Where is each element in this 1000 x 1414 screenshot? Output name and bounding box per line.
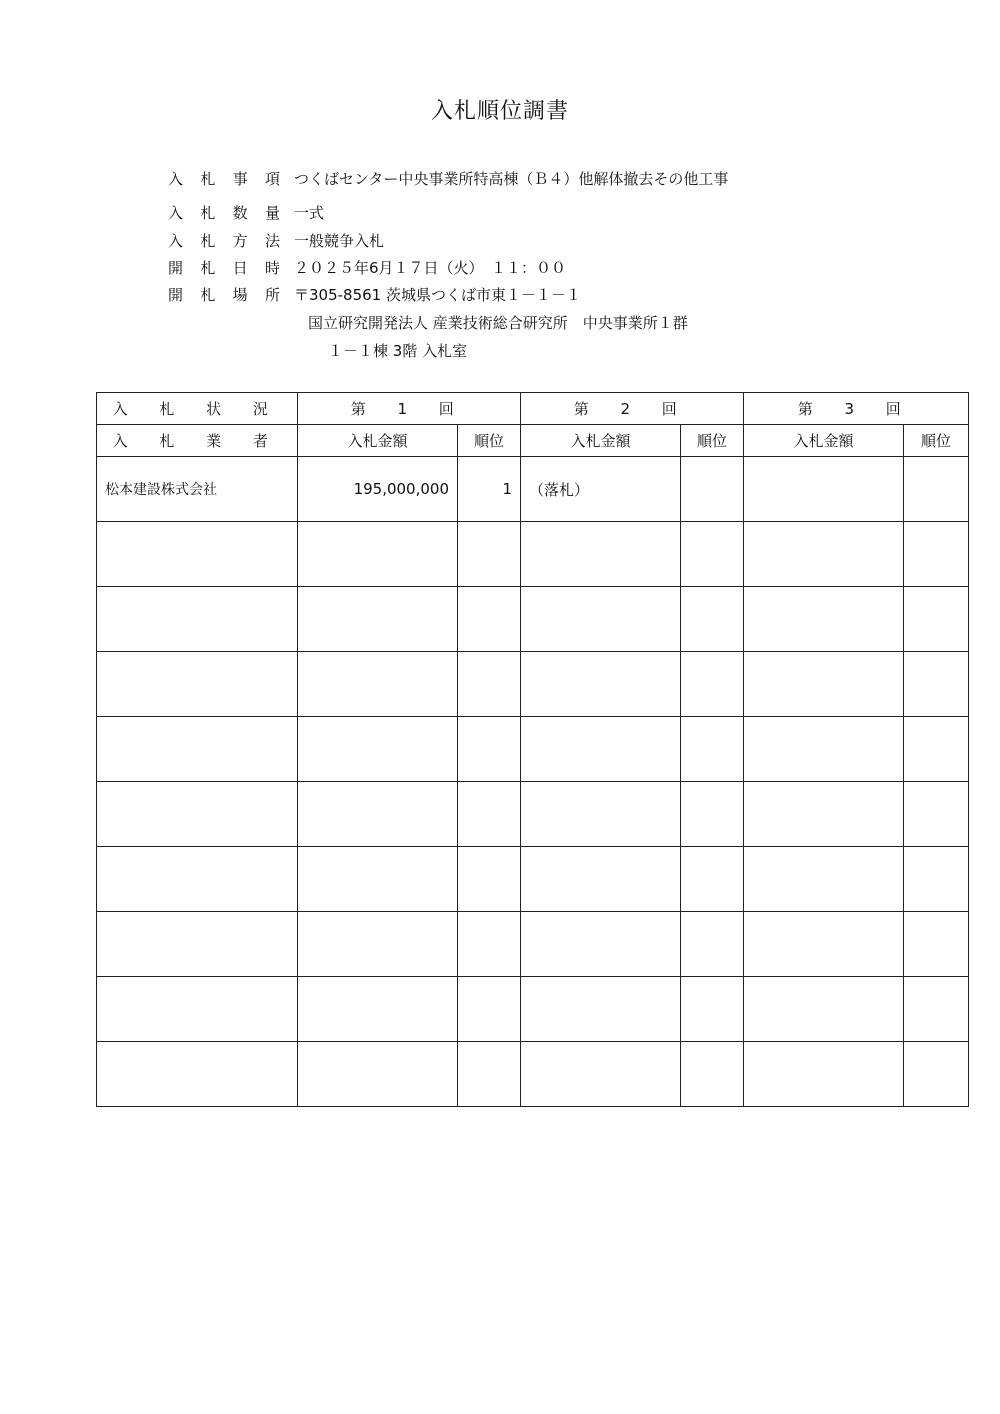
document-title: 入札順位調書 — [430, 99, 569, 124]
round-3-rank-cell — [904, 912, 969, 977]
label-char: 札 — [200, 286, 216, 304]
round-3-rank-cell — [904, 717, 969, 782]
round-1-rank-cell — [458, 717, 521, 782]
round-1-amount-cell: 195,000,000 — [298, 457, 458, 522]
label-char: 入 — [168, 204, 184, 222]
label-char: 事 — [232, 170, 248, 188]
round-3-amount-header: 入札金額 — [744, 425, 904, 457]
table-row — [97, 912, 969, 977]
round-2-rank-cell — [681, 457, 744, 522]
info-row-item — [168, 168, 728, 189]
bidder-cell — [97, 782, 298, 847]
round-2-amount-cell — [521, 977, 681, 1042]
bidder-cell — [97, 587, 298, 652]
round-3-header: 第 3 回 — [744, 393, 969, 425]
round-3-rank-cell — [904, 977, 969, 1042]
round-1-rank-cell — [458, 847, 521, 912]
round-3-amount-cell — [744, 912, 904, 977]
round-1-amount-cell — [298, 587, 458, 652]
info-value-datetime: ２０２５年6月１７日（火） １１：００ — [294, 259, 567, 277]
round-1-rank-cell — [458, 522, 521, 587]
round-2-amount-cell — [521, 717, 681, 782]
info-row-datetime — [168, 257, 566, 278]
bid-status-header: 入 札 状 況 — [97, 393, 298, 425]
info-value-method: 一般競争入札 — [294, 232, 385, 250]
round-1-amount-cell — [298, 1042, 458, 1107]
bidder-cell — [97, 847, 298, 912]
bidder-header: 入 札 業 者 — [97, 425, 298, 457]
round-2-rank-cell — [681, 1042, 744, 1107]
bid-ranking-table — [96, 392, 969, 1107]
round-3-amount-cell — [744, 717, 904, 782]
table-row — [97, 652, 969, 717]
label-char: 所 — [264, 286, 280, 304]
info-label-item — [168, 168, 294, 189]
bidder-cell — [97, 522, 298, 587]
round-2-amount-cell: （落札） — [521, 457, 681, 522]
round-1-rank-cell — [458, 977, 521, 1042]
bidder-cell — [97, 1042, 298, 1107]
round-1-rank-cell — [458, 652, 521, 717]
table-header-row-rounds — [97, 393, 969, 425]
round-2-rank-cell — [681, 977, 744, 1042]
round-2-amount-header: 入札金額 — [521, 425, 681, 457]
round-2-rank-cell — [681, 912, 744, 977]
info-row-method — [168, 230, 384, 251]
table-row — [97, 717, 969, 782]
label-char: 量 — [264, 204, 280, 222]
round-3-rank-cell — [904, 847, 969, 912]
round-2-amount-cell — [521, 522, 681, 587]
round-1-rank-header: 順位 — [458, 425, 521, 457]
label-char: 日 — [232, 259, 248, 277]
bidder-cell: 松本建設株式会社 — [97, 457, 298, 522]
bidder-cell — [97, 652, 298, 717]
table-row — [97, 977, 969, 1042]
label-char: 開 — [168, 259, 184, 277]
round-1-header: 第 1 回 — [298, 393, 521, 425]
info-label-method — [168, 230, 294, 251]
round-3-rank-cell — [904, 587, 969, 652]
label-char: 項 — [264, 170, 280, 188]
table-row — [97, 1042, 969, 1107]
round-3-amount-cell — [744, 977, 904, 1042]
round-3-amount-cell — [744, 1042, 904, 1107]
round-3-rank-cell — [904, 1042, 969, 1107]
round-3-rank-cell — [904, 457, 969, 522]
round-2-amount-cell — [521, 782, 681, 847]
label-char: 方 — [232, 232, 248, 250]
round-1-amount-cell — [298, 977, 458, 1042]
label-char: 札 — [200, 170, 216, 188]
round-1-amount-cell — [298, 652, 458, 717]
table-row — [97, 522, 969, 587]
bidder-cell — [97, 717, 298, 782]
round-2-rank-cell — [681, 782, 744, 847]
label-char: 入 — [168, 232, 184, 250]
round-3-amount-cell — [744, 457, 904, 522]
round-1-rank-cell — [458, 912, 521, 977]
round-2-amount-cell — [521, 652, 681, 717]
round-3-amount-cell — [744, 522, 904, 587]
bid-rows — [97, 457, 969, 1107]
round-2-rank-cell — [681, 652, 744, 717]
round-3-amount-cell — [744, 652, 904, 717]
round-3-amount-cell — [744, 587, 904, 652]
label-char: 入 — [168, 170, 184, 188]
round-1-amount-cell — [298, 912, 458, 977]
info-value-place: 〒305-8561 茨城県つくば市東１－１－１ — [294, 286, 581, 304]
label-char: 札 — [200, 259, 216, 277]
round-2-amount-cell — [521, 587, 681, 652]
place-address-line-3: １－１棟 3階 入札室 — [328, 342, 468, 360]
round-3-amount-cell — [744, 847, 904, 912]
round-1-rank-cell — [458, 782, 521, 847]
info-label-quantity — [168, 202, 294, 223]
table-row — [97, 587, 969, 652]
round-3-rank-header: 順位 — [904, 425, 969, 457]
table-row — [97, 847, 969, 912]
info-value-quantity: 一式 — [294, 204, 325, 222]
round-2-rank-cell — [681, 847, 744, 912]
place-address-line-2: 国立研究開発法人 産業技術総合研究所 中央事業所１群 — [308, 314, 688, 332]
table-header-row-columns — [97, 425, 969, 457]
round-1-amount-cell — [298, 847, 458, 912]
round-2-rank-cell — [681, 717, 744, 782]
round-2-rank-cell — [681, 522, 744, 587]
round-1-amount-cell — [298, 522, 458, 587]
info-row-quantity — [168, 202, 324, 223]
round-1-amount-cell — [298, 782, 458, 847]
label-char: 札 — [200, 232, 216, 250]
round-2-amount-cell — [521, 912, 681, 977]
label-char: 数 — [232, 204, 248, 222]
label-char: 札 — [200, 204, 216, 222]
round-2-amount-cell — [521, 1042, 681, 1107]
label-char: 場 — [232, 286, 248, 304]
round-2-amount-cell — [521, 847, 681, 912]
round-3-rank-cell — [904, 522, 969, 587]
round-1-amount-header: 入札金額 — [298, 425, 458, 457]
info-value-item: つくばセンター中央事業所特高棟（Ｂ４）他解体撤去その他工事 — [294, 170, 729, 188]
round-2-rank-header: 順位 — [681, 425, 744, 457]
round-1-rank-cell: 1 — [458, 457, 521, 522]
bidder-cell — [97, 977, 298, 1042]
round-3-amount-cell — [744, 782, 904, 847]
label-char: 時 — [264, 259, 280, 277]
round-1-amount-cell — [298, 717, 458, 782]
bidder-cell — [97, 912, 298, 977]
round-3-rank-cell — [904, 782, 969, 847]
round-3-rank-cell — [904, 652, 969, 717]
label-char: 法 — [264, 232, 280, 250]
table-row — [97, 782, 969, 847]
round-2-header: 第 2 回 — [521, 393, 744, 425]
label-char: 開 — [168, 286, 184, 304]
table-row — [97, 457, 969, 522]
info-row-place — [168, 284, 581, 305]
round-1-rank-cell — [458, 587, 521, 652]
round-2-rank-cell — [681, 587, 744, 652]
info-label-place — [168, 284, 294, 305]
round-1-rank-cell — [458, 1042, 521, 1107]
info-label-datetime — [168, 257, 294, 278]
